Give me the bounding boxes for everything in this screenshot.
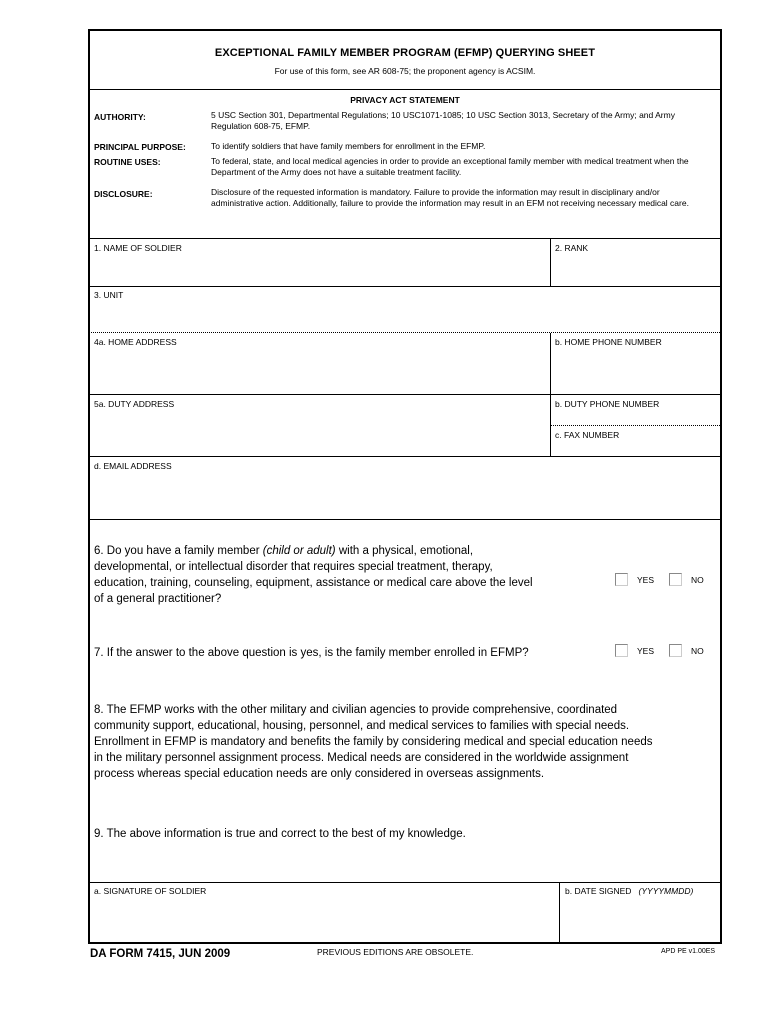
divider xyxy=(88,519,722,520)
divider xyxy=(88,394,722,395)
question-9: 9. The above information is true and correct to the best of my knowledge. xyxy=(94,828,466,840)
routine-label: ROUTINE USES: xyxy=(94,157,161,167)
divider xyxy=(88,882,722,883)
q7-no-checkbox[interactable] xyxy=(669,644,682,657)
purpose-label: PRINCIPAL PURPOSE: xyxy=(94,142,186,152)
signature-of-soldier-field[interactable]: a. SIGNATURE OF SOLDIER xyxy=(94,886,207,896)
email-address-field[interactable]: d. EMAIL ADDRESS xyxy=(94,461,172,471)
divider xyxy=(88,238,722,239)
disclosure-text: Disclosure of the requested information is mandatory. Failure to provide the information may result in disciplinary and/or administrative action. Additionally, failure to provide the information may result in an EFM not receiving necessary medical care. xyxy=(211,187,689,208)
home-address-field[interactable]: 4a. HOME ADDRESS xyxy=(94,337,177,347)
form-subtitle: For use of this form, see AR 608-75; the proponent agency is ACSIM. xyxy=(274,66,536,76)
q7-no-label: NO xyxy=(691,646,704,656)
q6-yes-label: YES xyxy=(637,575,655,585)
q6-no-checkbox[interactable] xyxy=(669,573,682,586)
divider xyxy=(550,333,551,457)
privacy-heading: PRIVACY ACT STATEMENT xyxy=(350,95,460,105)
version-label: APD PE v1.00ES xyxy=(661,948,716,955)
divider xyxy=(88,332,722,333)
rank-field[interactable]: 2. RANK xyxy=(555,243,589,253)
form-id: DA FORM 7415, JUN 2009 xyxy=(90,948,231,960)
authority-label: AUTHORITY: xyxy=(94,112,146,122)
q6-yes-checkbox[interactable] xyxy=(615,573,628,586)
previous-editions-notice: PREVIOUS EDITIONS ARE OBSOLETE. xyxy=(317,947,474,957)
home-phone-field[interactable]: b. HOME PHONE NUMBER xyxy=(555,337,662,347)
divider xyxy=(551,425,722,426)
routine-text: To federal, state, and local medical agencies in order to provide an exceptional family member with medical treatment when the Department of the Army does not have a suitable treatment facility. xyxy=(211,156,689,177)
name-of-soldier-field[interactable]: 1. NAME OF SOLDIER xyxy=(94,243,182,253)
divider xyxy=(88,456,722,457)
divider xyxy=(559,882,560,944)
q7-yes-checkbox[interactable] xyxy=(615,644,628,657)
q6-no-label: NO xyxy=(691,575,704,585)
unit-field[interactable]: 3. UNIT xyxy=(94,290,124,300)
duty-address-field[interactable]: 5a. DUTY ADDRESS xyxy=(94,399,175,409)
fax-number-field[interactable]: c. FAX NUMBER xyxy=(555,430,620,440)
form-title: EXCEPTIONAL FAMILY MEMBER PROGRAM (EFMP) QUERYING SHEET xyxy=(214,47,596,59)
question-8: 8. The EFMP works with the other military and civilian agencies to provide comprehensive, coordinated community support, educational, housing, personnel, and medical services to families with special needs. Enrollment in EFMP is mandatory and benefits the family by considering medical and special education needs in the military personnel assignment process. Medical needs are considered in the worldwide assignment process whereas special education needs are only considered in overseas assignments. xyxy=(94,704,653,780)
divider xyxy=(550,238,551,286)
date-signed-field[interactable]: b. DATE SIGNED (YYYYMMDD) xyxy=(565,886,694,896)
divider xyxy=(88,89,722,90)
disclosure-label: DISCLOSURE: xyxy=(94,189,153,199)
q7-yes-label: YES xyxy=(637,646,655,656)
divider xyxy=(88,286,722,287)
authority-text: 5 USC Section 301, Departmental Regulations; 10 USC1071-1085; 10 USC Section 3013, Secretary of the Army; and Army Regulation 608-75, EFMP. xyxy=(211,110,675,131)
question-7: 7. If the answer to the above question is yes, is the family member enrolled in EFMP? xyxy=(94,647,529,659)
duty-phone-field[interactable]: b. DUTY PHONE NUMBER xyxy=(555,399,660,409)
question-6: 6. Do you have a family member (child or adult) with a physical, emotional, developmental, or intellectual disorder that requires special treatment, therapy, education, training, counseling, equipment, assistance or medical care above the level of a general practitioner? xyxy=(94,545,533,605)
purpose-text: To identify soldiers that have family members for enrollment in the EFMP. xyxy=(211,141,486,151)
